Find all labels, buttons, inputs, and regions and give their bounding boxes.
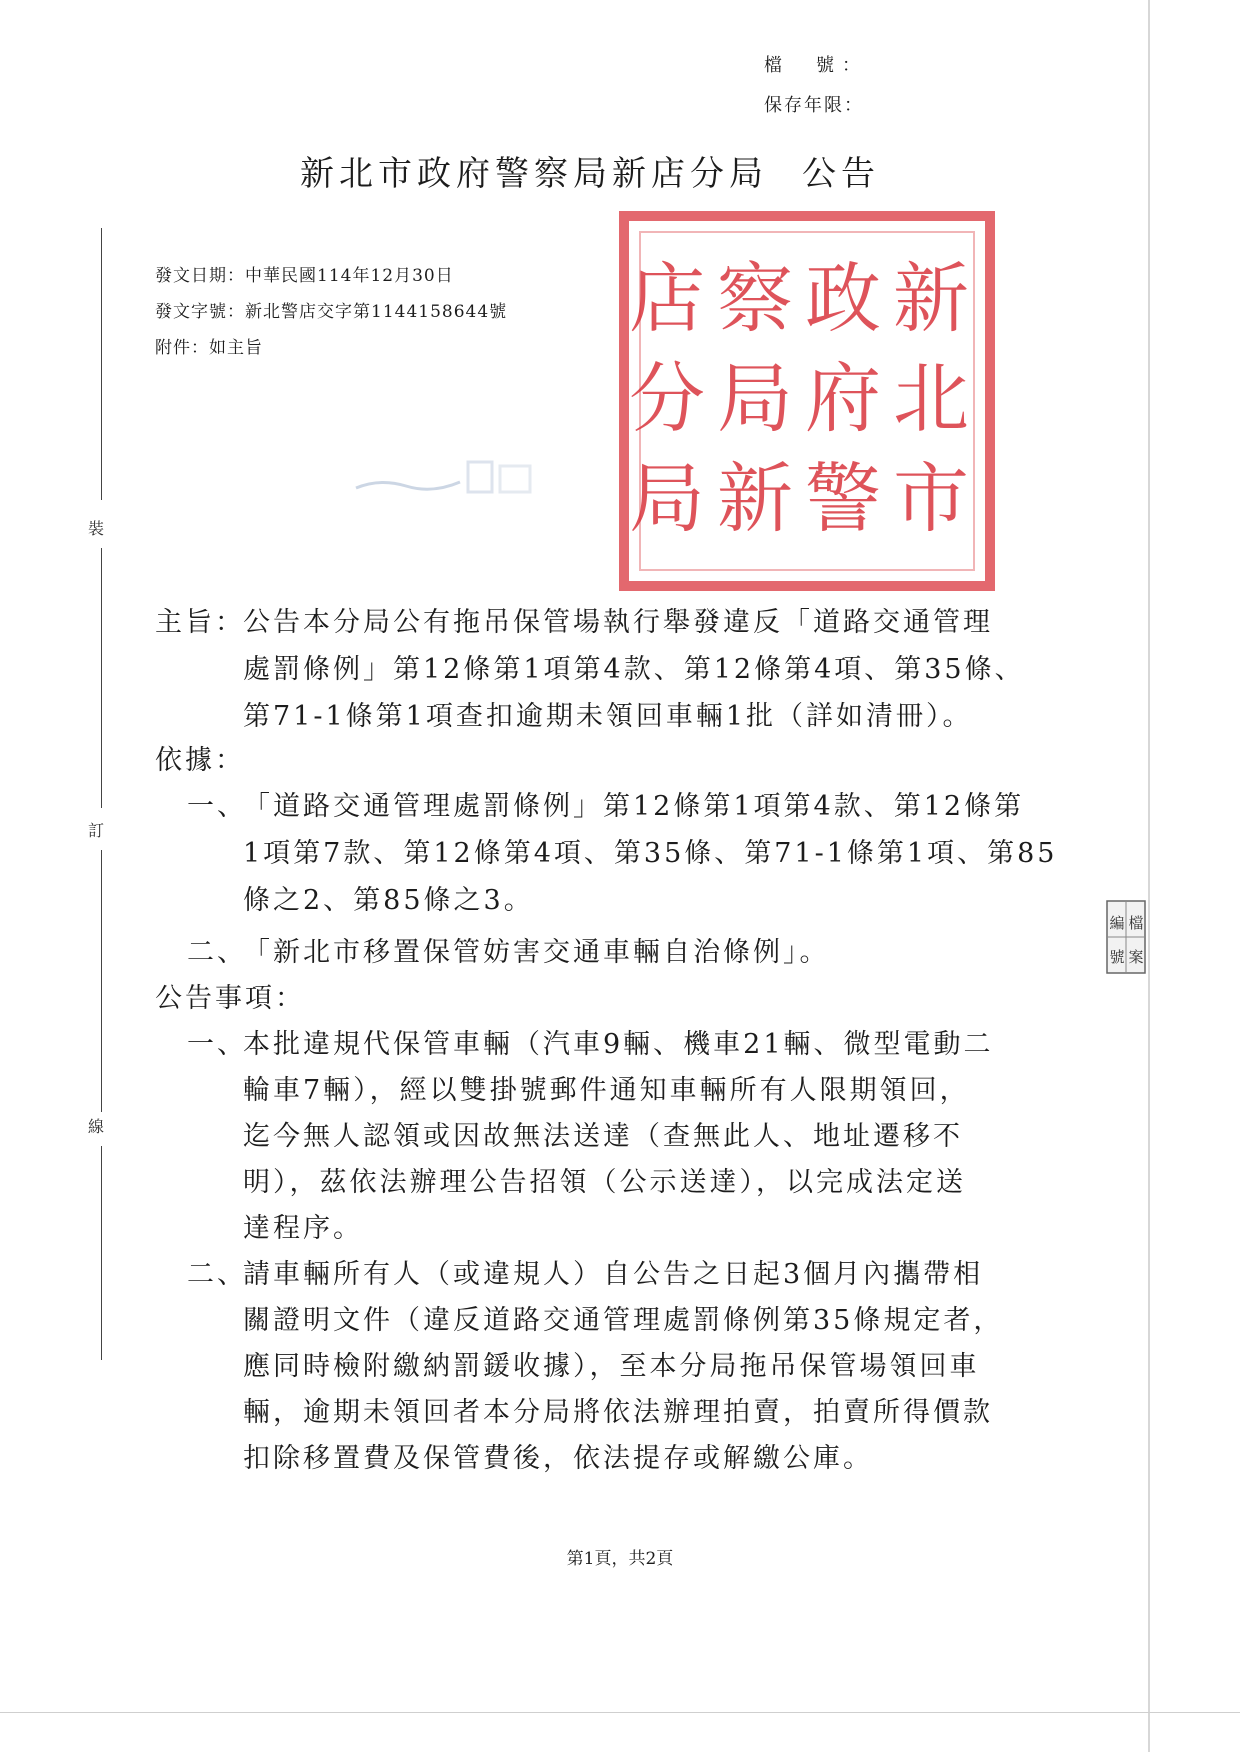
document-type: 公告 — [802, 154, 880, 194]
seal-char: 店 — [629, 254, 705, 343]
subject-label: 主旨： — [155, 607, 245, 638]
notice-item-line: 請車輛所有人（或違規人）自公告之日起3個月內攜帶相 — [243, 1259, 984, 1290]
binding-mark-zhuang: 裝 — [88, 519, 105, 538]
issue-date: 發文日期：中華民國114年12月30日 — [155, 266, 454, 286]
seal-char: 政 — [805, 254, 881, 343]
page-number: 第1頁，共2頁 — [566, 1549, 674, 1569]
filing-info — [764, 46, 862, 126]
subject-line: 處罰條例」第12條第1項第4款、第12條第4項、第35條、 — [243, 654, 1025, 685]
notice-item-number: 二、 — [187, 1259, 247, 1290]
binding-mark-xian: 線 — [88, 1117, 105, 1136]
notice-label: 公告事項： — [155, 983, 305, 1014]
notice-item-line: 本批違規代保管車輛（汽車9輛、機車21輛、微型電動二 — [243, 1029, 994, 1060]
seal-char: 察 — [717, 254, 793, 343]
notice-item-line: 應同時檢附繳納罰鍰收據），至本分局拖吊保管場領回車 — [243, 1351, 980, 1382]
seal-char: 市 — [893, 454, 969, 543]
seal-char: 局 — [717, 354, 793, 443]
page-bottom-edge — [0, 1712, 1240, 1713]
basis-item-line: 「道路交通管理處罰條例」第12條第1項第4款、第12條第 — [243, 791, 1025, 822]
seal-char: 新 — [893, 254, 969, 343]
side-stamp-char: 檔 — [1128, 914, 1144, 932]
binding-line-middle — [101, 548, 102, 808]
seal-char: 警 — [805, 454, 881, 543]
notice-item-line: 明），茲依法辦理公告招領（公示送達），以完成法定送 — [243, 1167, 966, 1198]
notice-item-line: 輪車7輛），經以雙掛號郵件通知車輛所有人限期領回， — [243, 1075, 970, 1106]
basis-item-line: 條之2、第85條之3。 — [243, 885, 534, 916]
attachment-note: 附件：如主旨 — [155, 338, 263, 358]
document-number: 發文字號：新北警店交字第1144158644號 — [155, 302, 508, 322]
binding-line-bottom — [101, 1146, 102, 1360]
seal-char: 局 — [629, 454, 705, 543]
basis-label: 依據： — [155, 745, 245, 776]
retention-period-label: 保存年限： — [764, 95, 864, 116]
subject-line: 第71-1條第1項查扣逾期未領回車輛1批（詳如清冊）。 — [243, 701, 973, 732]
seal-char: 府 — [805, 354, 881, 443]
side-stamp-char: 編 — [1109, 914, 1125, 932]
document-meta — [155, 258, 507, 366]
basis-item-line: 1項第7款、第12條第4項、第35條、第71-1條第1項、第85 — [243, 838, 1058, 869]
agency-name: 新北市政府警察局新店分局 — [300, 154, 768, 194]
basis-item-number: 一、 — [187, 791, 247, 822]
official-seal-stamp — [618, 210, 996, 592]
notice-item-line: 關證明文件（違反道路交通管理處罰條例第35條規定者， — [243, 1305, 1004, 1336]
seal-char: 分 — [629, 354, 705, 443]
subject-line: 公告本分局公有拖吊保管場執行舉發違反「道路交通管理 — [243, 607, 993, 638]
binding-mark-ding: 訂 — [88, 821, 105, 840]
side-archive-stamp — [1106, 900, 1146, 974]
faint-stamp-mark — [350, 448, 540, 504]
notice-item-number: 一、 — [187, 1029, 247, 1060]
seal-char: 新 — [717, 454, 793, 543]
notice-item-line: 輛，逾期未領回者本分局將依法辦理拍賣，拍賣所得價款 — [243, 1397, 993, 1428]
seal-char: 北 — [893, 354, 969, 443]
file-number-label: 檔 號： — [764, 55, 862, 76]
basis-item-number: 二、 — [187, 937, 247, 968]
page-right-edge — [1148, 0, 1150, 1752]
notice-item-line: 達程序。 — [243, 1213, 363, 1244]
basis-item-line: 「新北市移置保管妨害交通車輛自治條例」。 — [243, 937, 830, 968]
side-stamp-char: 案 — [1128, 948, 1144, 966]
notice-item-line: 迄今無人認領或因故無法送達（查無此人、地址遷移不 — [243, 1121, 963, 1152]
page-title — [300, 146, 880, 195]
side-stamp-char: 號 — [1109, 948, 1125, 966]
binding-line-lower — [101, 850, 102, 1112]
binding-line-top — [101, 228, 102, 500]
notice-item-line: 扣除移置費及保管費後，依法提存或解繳公庫。 — [243, 1443, 873, 1474]
